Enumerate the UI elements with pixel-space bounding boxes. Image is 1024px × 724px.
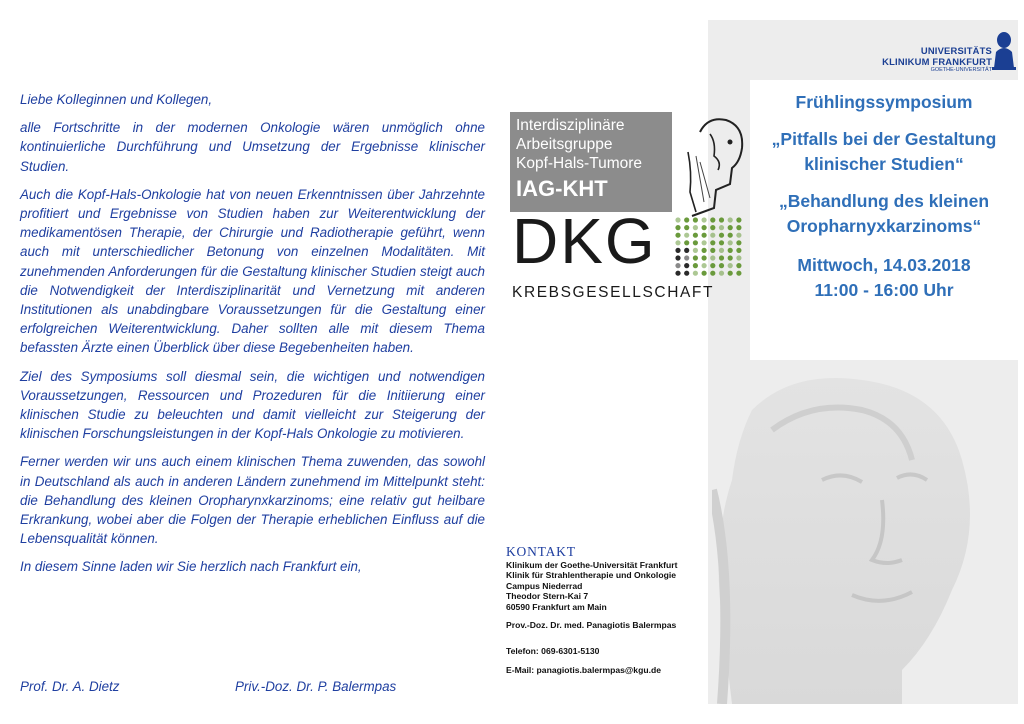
university-logo-line2: KLINIKUM FRANKFURT (882, 56, 992, 67)
head-neck-anatomy-icon (670, 112, 750, 217)
symposium-title: Frühlingssymposium (795, 92, 973, 112)
symposium-time: 11:00 - 16:00 Uhr (814, 280, 954, 300)
dkg-logo (512, 205, 752, 307)
contact-block (506, 544, 706, 675)
letter-paragraph-3: Ziel des Symposiums soll diesmal sein, die wichtigen und notwendigen Voraussetzungen, Ressourcen und Prozeduren für die Initiierung einer klinischen Studie zu beleuchten und damit vielleicht zur Steigerung der klinischen Forschungsleistungen in der Kopf-Hals Onkologie zu motivieren. (20, 368, 485, 442)
letter-paragraph-2: Auch die Kopf-Hals-Onkologie hat von neuen Erkenntnissen über Jahrzehnte profitiert und Ergebnisse von Studien haben zur Weiterentwicklung der medikamentösen Therapie, der Chirurgie und Radiotherapie geführt, wenn auch mit unterschiedlicher Betonung von einzelnen Modalitäten. Mit zunehmenden Anforderungen für die Gestaltung klinischer Studien steigt auch die Notwendigkeit der Interdisziplinarität und Vernetzung mit anderen Institutionen als unabdingbare Voraussetzungen für die Gestaltung einer erfolgreichen Weiterentwicklung. Daher sollten alle mit diesem Thema befassten Ärzte einen Überblick über diese Begebenheiten haben. (20, 186, 485, 356)
signature-dietz: Prof. Dr. A. Dietz (20, 679, 120, 694)
letter-salutation: Liebe Kolleginnen und Kollegen, (20, 92, 213, 107)
goethe-portrait-watermark (712, 370, 1018, 704)
letter-paragraph-1: alle Fortschritte in der modernen Onkologie wären unmöglich ohne kontinuierliche Durchführung und Umsetzung der Ergebnisse klinischer Studien. (20, 120, 485, 174)
dkg-letters: DKG (512, 205, 657, 277)
topic2-line2: Oropharnyxkarzinoms“ (786, 216, 982, 236)
goethe-bust-icon (992, 30, 1016, 70)
invitation-letter (20, 90, 485, 586)
contact-email[interactable]: E-Mail: panagiotis.balermpas@kgu.de (506, 665, 661, 676)
topic1-line1: „Pitfalls bei der Gestaltung (771, 129, 997, 149)
university-logo-line1: UNIVERSITÄTS (920, 45, 992, 56)
iag-line2: Arbeitsgruppe (516, 136, 613, 153)
symposium-date: Mittwoch, 14.03.2018 (797, 255, 971, 275)
dkg-subtitle: KREBSGESELLSCHAFT (512, 284, 715, 301)
contact-line-2: Klinik für Strahlentherapie und Onkologie (506, 570, 676, 581)
iag-line4: IAG-KHT (516, 176, 608, 201)
contact-heading: KONTAKT (506, 544, 576, 559)
iag-line3: Kopf-Hals-Tumore (516, 155, 643, 172)
letter-closing: In diesem Sinne laden wir Sie herzlich nach Frankfurt ein, (20, 559, 362, 575)
dkg-dot-grid-icon (674, 216, 744, 278)
letter-paragraph-4: Ferner werden wir uns auch einem klinischen Thema zuwenden, das sowohl in Deutschland als auch in anderen Ländern zunehmend im Mittelpunkt steht: die Behandlung des kleinen Oropharynxkarzinoms; eine relativ gut heilbare Erkrankung, wobei aber die Folgen der Therapie erheblichen Einfluss auf die Lebensqualität können. (20, 454, 485, 547)
iag-kht-logo (510, 112, 750, 212)
contact-phone: Telefon: 069-6301-5130 (506, 646, 600, 657)
iag-kht-text-box (510, 112, 672, 212)
contact-line-3: Campus Niederrad (506, 580, 583, 591)
topic1-line2: klinischer Studien“ (804, 154, 964, 174)
contact-line-5: 60590 Frankfurt am Main (506, 601, 607, 612)
signature-balermpas: Priv.-Doz. Dr. P. Balermpas (235, 679, 397, 694)
contact-line-1: Klinikum der Goethe-Universität Frankfurt (506, 560, 678, 570)
symposium-info-box (750, 80, 1018, 360)
contact-person: Prov.-Doz. Dr. med. Panagiotis Balermpas (506, 620, 677, 631)
university-logo-line3: GOETHE-UNIVERSITÄT (930, 67, 992, 73)
iag-line1: Interdisziplinäre (516, 117, 625, 134)
topic2-line1: „Behandlung des kleinen (778, 191, 990, 211)
university-hospital-logo (868, 30, 1018, 80)
contact-line-4: Theodor Stern-Kai 7 (506, 591, 589, 602)
